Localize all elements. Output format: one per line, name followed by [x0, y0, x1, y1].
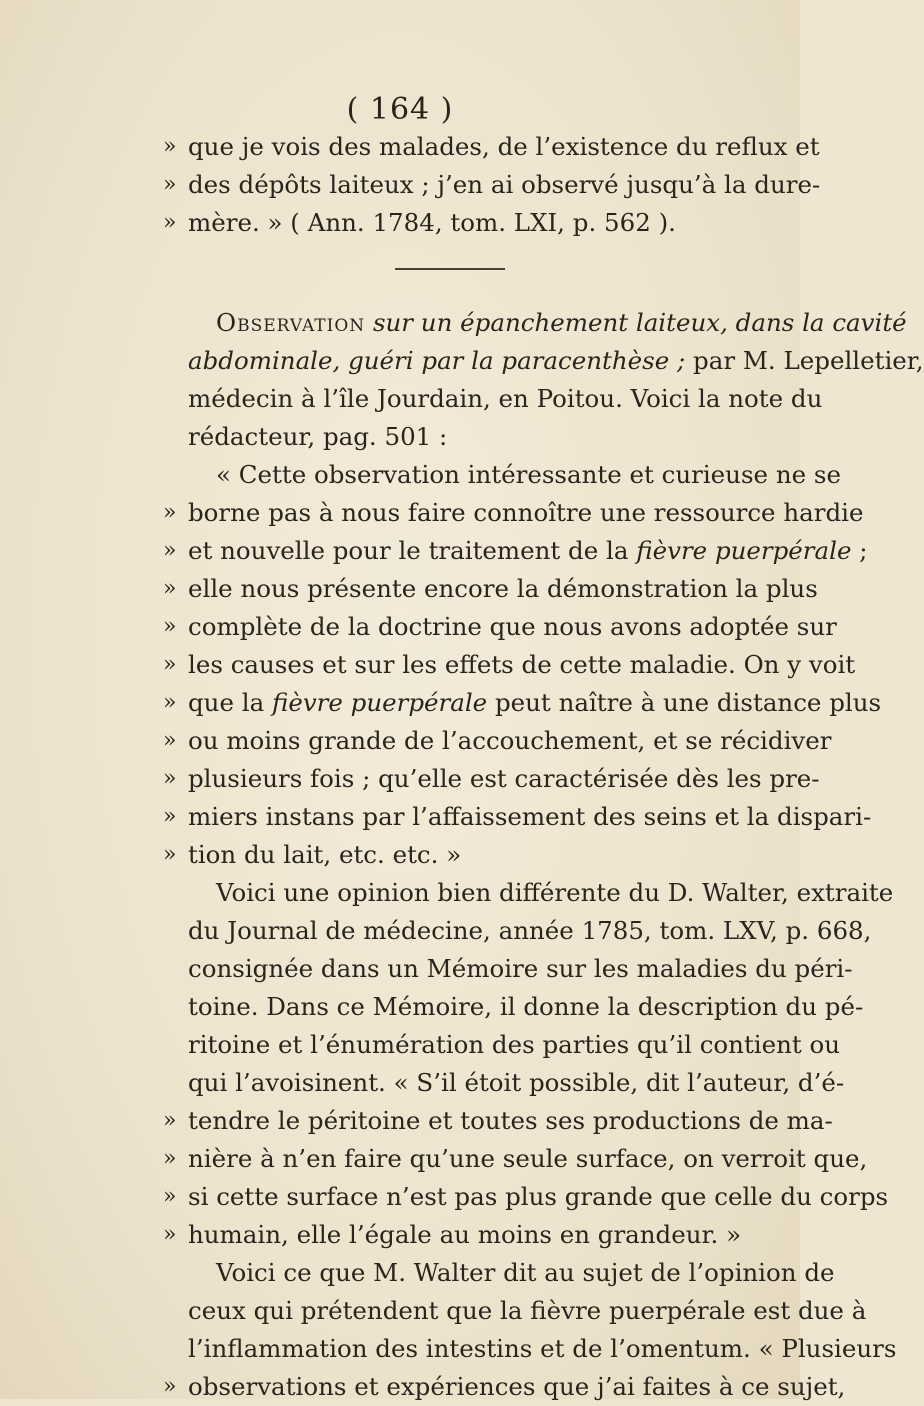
text-span: peut naître à une distance plus — [487, 688, 882, 717]
text-line — [163, 722, 832, 760]
text-line — [163, 684, 882, 722]
text-span: fièvre puerpérale — [271, 688, 488, 717]
text-line — [216, 874, 894, 912]
text-line — [188, 342, 924, 380]
guillemet-marker: » — [163, 1108, 177, 1133]
text-span: ; — [851, 536, 868, 565]
guillemet-marker: » — [163, 538, 177, 563]
text-line — [163, 798, 872, 836]
text-span: par M. Lepelletier, — [685, 346, 924, 375]
text-line — [163, 1178, 889, 1216]
text-line — [188, 1292, 867, 1330]
guillemet-marker: » — [163, 500, 177, 525]
guillemet-marker: » — [163, 690, 177, 715]
text-span: fièvre puerpérale — [636, 536, 852, 565]
guillemet-marker: » — [163, 1222, 177, 1247]
text-span: nière à n’en faire qu’une seule surface, on verroit que, — [188, 1144, 868, 1173]
text-span: miers instans par l’affaissement des seins et la dispari- — [188, 802, 872, 831]
text-span: du Journal de médecine, année 1785, tom. LXV, p. 668, — [188, 916, 872, 945]
text-span: médecin à l’île Jourdain, en Poitou. Voici la note du — [188, 384, 823, 413]
guillemet-marker: » — [163, 1374, 177, 1399]
guillemet-marker: » — [163, 1146, 177, 1171]
text-line — [188, 1026, 841, 1064]
guillemet-marker: » — [163, 172, 177, 197]
guillemet-marker: » — [163, 766, 177, 791]
text-line — [216, 304, 907, 342]
text-span: toine. Dans ce Mémoire, il donne la description du pé- — [188, 992, 864, 1021]
guillemet-marker: » — [163, 210, 177, 235]
text-line — [163, 1140, 868, 1178]
text-span: observations et expériences que j’ai faites à ce sujet, — [188, 1372, 846, 1401]
text-line — [163, 836, 763, 874]
text-span: humain, elle l’égale au moins en grandeur. » — [188, 1220, 742, 1249]
text-span: consignée dans un Mémoire sur les maladies du péri- — [188, 954, 853, 983]
guillemet-marker: » — [163, 134, 177, 159]
text-line — [163, 494, 864, 532]
text-span: Voici une opinion bien différente du D. Walter, extraite — [216, 878, 894, 907]
guillemet-marker: » — [163, 804, 177, 829]
guillemet-marker: » — [163, 576, 177, 601]
text-line — [188, 1064, 845, 1102]
text-span: qui l’avoisinent. « S’il étoit possible, dit l’auteur, d’é- — [188, 1068, 845, 1097]
text-span: rédacteur, pag. 501 : — [188, 422, 448, 451]
text-line — [188, 988, 864, 1026]
text-span: ou moins grande de l’accouchement, et se récidiver — [188, 726, 832, 755]
text-line — [188, 1330, 897, 1368]
guillemet-marker: » — [163, 1184, 177, 1209]
guillemet-marker: » — [163, 842, 177, 867]
text-span: Voici ce que M. Walter dit au sujet de l’opinion de — [216, 1258, 835, 1287]
text-line — [163, 760, 820, 798]
text-line — [163, 1368, 846, 1406]
guillemet-marker: » — [163, 728, 177, 753]
text-line — [163, 166, 821, 204]
text-span: elle nous présente encore la démonstration la plus — [188, 574, 818, 603]
text-span: des dépôts laiteux ; j’en ai observé jusqu’à la dure- — [188, 170, 821, 199]
text-span: que la — [188, 688, 272, 717]
text-line — [216, 456, 841, 494]
text-line — [188, 950, 853, 988]
text-line — [188, 912, 872, 950]
text-span: l’inflammation des intestins et de l’omentum. « Plusieurs — [188, 1334, 897, 1363]
text-span: sur un épanchement laiteux, dans la cavité — [365, 308, 907, 337]
text-line — [163, 570, 818, 608]
text-span: ceux qui prétendent que la fièvre puerpérale est due à — [188, 1296, 867, 1325]
text-span: les causes et sur les effets de cette maladie. On y voit — [188, 650, 856, 679]
text-span: mère. » ( Ann. 1784, tom. LXI, p. 562 ). — [188, 208, 676, 237]
guillemet-marker: » — [163, 652, 177, 677]
text-span: plusieurs fois ; qu’elle est caractérisée dès les pre- — [188, 764, 820, 793]
text-span: ritoine et l’énumération des parties qu’il contient ou — [188, 1030, 841, 1059]
text-span: « Cette observation intéressante et curieuse ne se — [216, 460, 841, 489]
text-span: que je vois des malades, de l’existence du reflux et — [188, 132, 820, 161]
section-divider-rule — [395, 268, 505, 270]
text-line — [163, 128, 820, 166]
text-span: complète de la doctrine que nous avons adoptée sur — [188, 612, 837, 641]
text-span: abdominale, guéri par la paracenthèse ; — [188, 346, 686, 375]
text-line — [163, 608, 837, 646]
text-line — [163, 1102, 833, 1140]
text-line — [188, 418, 763, 456]
guillemet-marker: » — [163, 614, 177, 639]
text-span: Observation — [216, 308, 366, 337]
text-line — [163, 532, 868, 570]
text-line — [216, 1254, 835, 1292]
text-span: tion du lait, etc. etc. » — [188, 840, 462, 869]
text-line — [188, 380, 823, 418]
text-span: et nouvelle pour le traitement de la — [188, 536, 637, 565]
text-line — [163, 204, 763, 242]
text-span: tendre le péritoine et toutes ses productions de ma- — [188, 1106, 833, 1135]
text-span: si cette surface n’est pas plus grande que celle du corps — [188, 1182, 889, 1211]
text-line — [163, 1216, 763, 1254]
text-span: borne pas à nous faire connoître une ressource hardie — [188, 498, 864, 527]
text-line — [163, 646, 856, 684]
page-number: ( 164 ) — [346, 92, 454, 127]
